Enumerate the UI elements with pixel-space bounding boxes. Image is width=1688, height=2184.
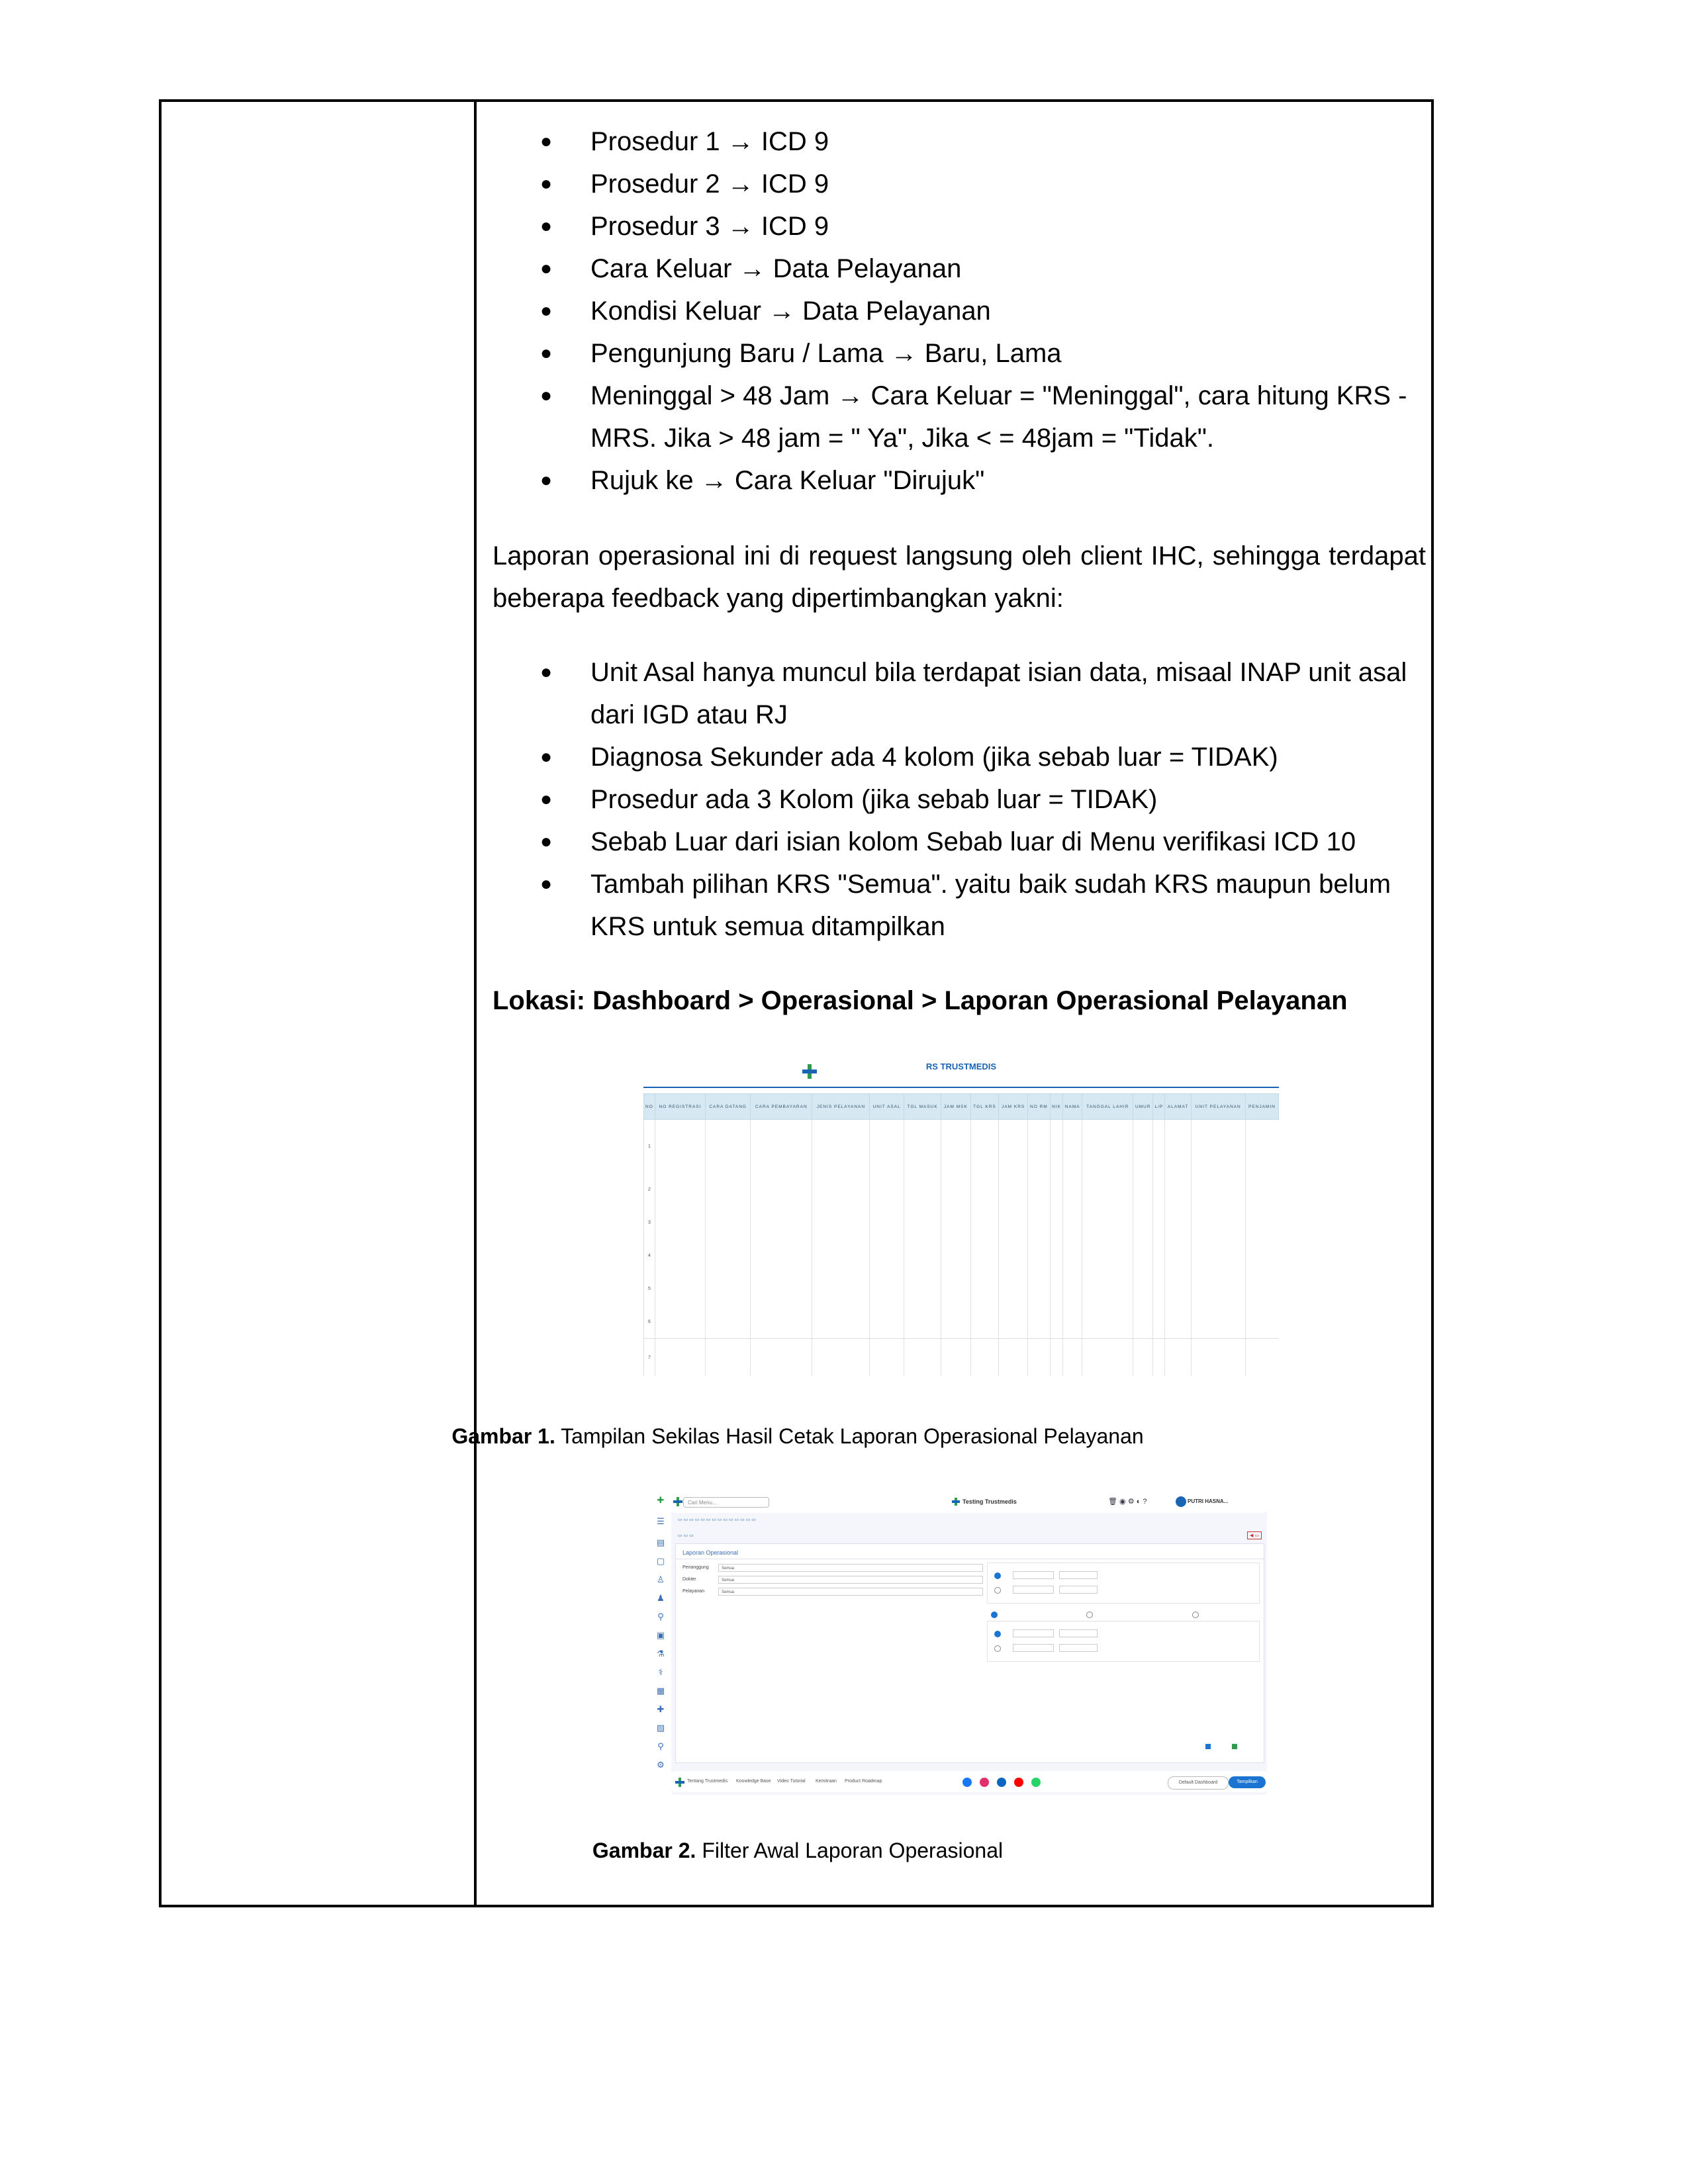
table-cell	[870, 1272, 904, 1305]
table-cell	[1050, 1239, 1062, 1272]
table-cell	[1133, 1120, 1153, 1173]
table-cell	[812, 1173, 870, 1206]
table-cell	[1191, 1206, 1245, 1239]
caption-1-label: Gambar 1.	[451, 1424, 555, 1448]
table-cell	[1027, 1272, 1050, 1305]
start-date-input[interactable]	[1013, 1571, 1054, 1579]
krs-date-radio[interactable]	[994, 1631, 1001, 1637]
table-cell	[1027, 1120, 1050, 1173]
menu-icon[interactable]: ☰	[657, 1516, 665, 1526]
table-cell	[1165, 1339, 1191, 1377]
top-navigation[interactable]: ▭ ▭ ▭ ▭ ▭ ▭ ▭ ▭ ▭ ▭ ▭ ▭ ▭ ▭	[678, 1518, 756, 1522]
report-header	[643, 1059, 1279, 1088]
table-cell	[1245, 1120, 1278, 1173]
location-path: Lokasi: Dashboard > Operasional > Laporan Operasional Pelayanan	[492, 986, 1348, 1015]
table-cell	[1082, 1120, 1133, 1173]
krs-month-radio[interactable]	[994, 1645, 1001, 1652]
table-cell	[1062, 1173, 1082, 1206]
table-cell	[1082, 1239, 1133, 1272]
table-cell	[999, 1239, 1028, 1272]
table-cell	[1153, 1206, 1165, 1239]
table-cell	[1062, 1272, 1082, 1305]
table-cell	[706, 1173, 751, 1206]
sidebar-icon[interactable]: ⚲	[657, 1612, 664, 1621]
end-date-input[interactable]	[1059, 1571, 1098, 1579]
app-sidebar	[651, 1490, 670, 1795]
table-cell	[999, 1173, 1028, 1206]
figure-1-caption	[331, 1423, 1264, 1449]
table-cell	[970, 1339, 999, 1377]
table-cell	[655, 1272, 705, 1305]
table-cell	[706, 1120, 751, 1173]
table-cell	[1027, 1239, 1050, 1272]
table-cell	[1153, 1272, 1165, 1305]
sidebar-icon[interactable]: ⚲	[657, 1741, 664, 1751]
table-cell	[1050, 1272, 1062, 1305]
table-cell	[1050, 1173, 1062, 1206]
month-radio[interactable]	[994, 1587, 1001, 1594]
table-cell	[999, 1206, 1028, 1239]
feedback-list-item: ● Tambah pilihan KRS "Semua". yaitu baik sudah KRS maupun belum KRS untuk semua ditampilkan	[492, 863, 1426, 948]
year-select[interactable]	[1059, 1586, 1098, 1594]
table-cell	[751, 1206, 812, 1239]
filter-label: Dokter	[682, 1577, 696, 1582]
table-cell	[904, 1339, 941, 1377]
table-cell	[1245, 1173, 1278, 1206]
app-name: Testing Trustmedis	[962, 1498, 1017, 1505]
table-cell	[941, 1120, 970, 1173]
table-cell	[904, 1173, 941, 1206]
table-cell	[904, 1305, 941, 1339]
help-icon[interactable]: ?	[1143, 1498, 1147, 1506]
brand-logo-icon	[673, 1496, 683, 1507]
caption-2-text: Filter Awal Laporan Operasional	[696, 1839, 1004, 1862]
menu-search-input[interactable]: Cari Menu...	[683, 1497, 769, 1508]
figure-filter-screen	[651, 1490, 1267, 1795]
back-button[interactable]: ◀ ▭	[1247, 1531, 1262, 1539]
table-cell	[999, 1305, 1028, 1339]
table-cell	[655, 1173, 705, 1206]
month-select[interactable]	[1013, 1586, 1054, 1594]
feedback-paragraph: Laporan operasional ini di request langsung oleh client IHC, sehingga terdapat beberapa feedback yang dipertimbangkan yakni:	[492, 541, 1426, 613]
report-column-header: CARA DATANG	[706, 1094, 751, 1120]
table-cell	[941, 1239, 970, 1272]
table-row	[644, 1173, 1279, 1206]
filter-label: Penanggung	[682, 1565, 709, 1570]
mapping-list-item: ● Prosedur 1 → ICD 9	[492, 120, 1426, 163]
table-cell	[1165, 1272, 1191, 1305]
table-cell	[1153, 1120, 1165, 1173]
notification-icon[interactable]: ◉	[1119, 1498, 1126, 1506]
table-cell	[751, 1339, 812, 1377]
app-topbar	[671, 1490, 1267, 1513]
youtube-icon[interactable]	[1014, 1778, 1023, 1787]
sidebar-icon[interactable]: ♙	[657, 1574, 665, 1584]
table-cell	[1062, 1239, 1082, 1272]
report-column-header: NO REGISTRASI	[655, 1094, 705, 1120]
table-cell	[1082, 1339, 1133, 1377]
show-report-button[interactable]: Tampilkan	[1229, 1776, 1266, 1788]
table-cell	[870, 1339, 904, 1377]
table-cell	[941, 1272, 970, 1305]
mapping-list-item: ● Kondisi Keluar → Data Pelayanan	[492, 290, 1426, 332]
table-cell	[999, 1272, 1028, 1305]
table-cell	[1165, 1239, 1191, 1272]
sidebar-icon[interactable]: ✚	[657, 1704, 665, 1714]
table-cell: 2	[644, 1173, 655, 1206]
report-column-header: PENJAMIN	[1245, 1094, 1278, 1120]
table-cell	[706, 1239, 751, 1272]
default-dashboard-button[interactable]: Default Dashboard	[1168, 1776, 1229, 1790]
sidebar-icon[interactable]: ▦	[656, 1686, 665, 1696]
pelayanan-select[interactable]: Semua	[718, 1588, 983, 1596]
table-cell	[904, 1239, 941, 1272]
export-options	[1205, 1743, 1258, 1751]
table-cell	[1191, 1339, 1245, 1377]
sidebar-icon[interactable]: ⚗	[657, 1649, 665, 1659]
table-cell	[812, 1272, 870, 1305]
whatsapp-icon[interactable]	[1031, 1778, 1041, 1787]
table-cell	[751, 1120, 812, 1173]
date-radio[interactable]	[994, 1572, 1001, 1579]
feedback-list-item: ● Prosedur ada 3 Kolom (jika sebab luar = TIDAK)	[492, 778, 1426, 821]
table-cell	[1062, 1120, 1082, 1173]
table-cell	[970, 1206, 999, 1239]
theme-icon[interactable]: ◐	[1136, 1498, 1141, 1506]
sidebar-icon[interactable]: ▢	[656, 1556, 665, 1566]
krs-end-date-input[interactable]	[1059, 1629, 1098, 1637]
app-main	[671, 1490, 1267, 1795]
table-cell	[1191, 1305, 1245, 1339]
table-cell	[1050, 1339, 1062, 1377]
table-cell	[870, 1206, 904, 1239]
report-column-header: NAMA	[1062, 1094, 1082, 1120]
table-cell	[1133, 1272, 1153, 1305]
table-cell	[1245, 1339, 1278, 1377]
table-cell	[870, 1173, 904, 1206]
report-table	[643, 1093, 1279, 1376]
table-cell	[812, 1339, 870, 1377]
table-cell	[706, 1206, 751, 1239]
table-cell	[1191, 1239, 1245, 1272]
sidebar-icon[interactable]: ⚕	[658, 1667, 663, 1677]
table-cell	[941, 1339, 970, 1377]
table-cell	[655, 1120, 705, 1173]
table-cell	[1050, 1305, 1062, 1339]
caption-2-label: Gambar 2.	[592, 1839, 696, 1862]
table-cell	[751, 1305, 812, 1339]
table-cell	[1191, 1173, 1245, 1206]
table-cell: 6	[644, 1305, 655, 1339]
table-cell	[655, 1239, 705, 1272]
table-cell	[1062, 1339, 1082, 1377]
table-cell	[655, 1339, 705, 1377]
mapping-list-item: ● Meninggal > 48 Jam → Cara Keluar = "Meninggal", cara hitung KRS - MRS. Jika > 48 jam = " Ya", Jika < = 48jam = "Tidak".	[492, 375, 1426, 459]
column-divider	[474, 102, 477, 1905]
table-cell	[1082, 1305, 1133, 1339]
report-column-header: UNIT PELAYANAN	[1191, 1094, 1245, 1120]
footer-link[interactable]: Kemitraan	[816, 1779, 837, 1784]
footer-link[interactable]: Knowledge Base	[736, 1779, 771, 1784]
filter-label: Pelayanan	[682, 1589, 705, 1594]
table-cell	[970, 1272, 999, 1305]
sidebar-icon[interactable]: ▣	[656, 1630, 665, 1640]
feedback-list-item: ● Unit Asal hanya muncul bila terdapat isian data, misaal INAP unit asal dari IGD atau RJ	[492, 651, 1426, 736]
table-cell	[1082, 1173, 1133, 1206]
table-cell	[1062, 1206, 1082, 1239]
report-column-header: TGL KRS	[970, 1094, 999, 1120]
mapping-list-item: ● Prosedur 3 → ICD 9	[492, 205, 1426, 248]
caption-1-text: Tampilan Sekilas Hasil Cetak Laporan Operasional Pelayanan	[555, 1424, 1144, 1448]
report-column-header: NIK	[1050, 1094, 1062, 1120]
report-column-header: UMUR	[1133, 1094, 1153, 1120]
table-cell	[812, 1120, 870, 1173]
table-cell	[1153, 1339, 1165, 1377]
krs-date-box	[987, 1621, 1260, 1662]
table-cell	[904, 1120, 941, 1173]
table-cell	[1165, 1305, 1191, 1339]
instagram-icon[interactable]	[980, 1778, 989, 1787]
table-row	[644, 1305, 1279, 1339]
report-hospital-name: RS TRUSTMEDIS	[925, 1062, 997, 1071]
dokter-select[interactable]: Semua	[718, 1576, 983, 1584]
table-cell	[1165, 1206, 1191, 1239]
table-cell	[751, 1272, 812, 1305]
krs-start-date-input[interactable]	[1013, 1629, 1054, 1637]
table-cell	[1062, 1305, 1082, 1339]
table-cell: 3	[644, 1206, 655, 1239]
table-cell	[1133, 1305, 1153, 1339]
table-cell	[751, 1173, 812, 1206]
table-cell	[1245, 1206, 1278, 1239]
table-cell	[870, 1305, 904, 1339]
table-cell	[904, 1206, 941, 1239]
mapping-list-item: ● Cara Keluar → Data Pelayanan	[492, 248, 1426, 290]
table-cell	[970, 1173, 999, 1206]
report-column-header: JAM MSK	[941, 1094, 970, 1120]
footer-link[interactable]: Product Roadmap	[845, 1779, 882, 1784]
report-column-header: JAM KRS	[999, 1094, 1028, 1120]
table-row	[644, 1120, 1279, 1173]
mapping-list-item: ● Pengunjung Baru / Lama → Baru, Lama	[492, 332, 1426, 375]
table-cell	[970, 1120, 999, 1173]
table-cell	[999, 1120, 1028, 1173]
table-cell	[1165, 1173, 1191, 1206]
table-cell	[1082, 1272, 1133, 1305]
facebook-icon[interactable]	[962, 1778, 972, 1787]
report-column-header: CARA PEMBAYARAN	[751, 1094, 812, 1120]
table-cell	[1050, 1206, 1062, 1239]
table-cell	[941, 1206, 970, 1239]
krs-radio[interactable]	[1086, 1612, 1093, 1618]
breadcrumb[interactable]: ▭ ▭ ▭	[678, 1533, 694, 1538]
report-column-header: ALAMAT	[1165, 1094, 1191, 1120]
table-cell	[1027, 1173, 1050, 1206]
table-cell	[1050, 1120, 1062, 1173]
table-cell: 4	[644, 1239, 655, 1272]
toolbar-icons	[1108, 1497, 1147, 1506]
mapping-list-item: ● Rujuk ke → Cara Keluar "Dirujuk"	[492, 459, 1426, 502]
figure-2-caption	[331, 1837, 1264, 1864]
table-cell	[812, 1206, 870, 1239]
table-cell	[1027, 1339, 1050, 1377]
table-cell	[970, 1239, 999, 1272]
table-row	[644, 1339, 1279, 1377]
table-row	[644, 1239, 1279, 1272]
table-cell	[1027, 1305, 1050, 1339]
settings-icon[interactable]: ⚙	[1127, 1498, 1135, 1506]
table-cell	[941, 1173, 970, 1206]
table-cell	[904, 1272, 941, 1305]
table-cell: 7	[644, 1339, 655, 1377]
krs-radio[interactable]	[1192, 1612, 1199, 1618]
table-cell	[870, 1239, 904, 1272]
table-cell	[655, 1206, 705, 1239]
table-cell	[1133, 1206, 1153, 1239]
report-column-header: TGL MASUK	[904, 1094, 941, 1120]
table-cell	[870, 1120, 904, 1173]
table-cell	[1027, 1206, 1050, 1239]
table-cell	[1245, 1239, 1278, 1272]
report-column-header: L/P	[1153, 1094, 1165, 1120]
table-cell	[706, 1272, 751, 1305]
table-cell	[1133, 1173, 1153, 1206]
sidebar-icon[interactable]: ⚙	[657, 1760, 665, 1770]
table-cell	[970, 1305, 999, 1339]
table-cell	[1153, 1305, 1165, 1339]
trash-icon[interactable]: 🗑	[1108, 1498, 1117, 1506]
table-cell	[706, 1305, 751, 1339]
feedback-list-item: ● Sebab Luar dari isian kolom Sebab luar di Menu verifikasi ICD 10	[492, 821, 1426, 863]
table-cell	[1191, 1272, 1245, 1305]
sidebar-icon[interactable]: ▤	[656, 1537, 665, 1547]
table-cell	[1133, 1239, 1153, 1272]
avatar[interactable]	[1176, 1496, 1186, 1507]
table-cell	[1245, 1272, 1278, 1305]
table-row	[644, 1272, 1279, 1305]
figure-report-preview	[643, 1059, 1279, 1377]
penanggung-select[interactable]: Semua	[718, 1564, 983, 1572]
date-range-box	[987, 1563, 1260, 1604]
filter-panel	[675, 1543, 1264, 1763]
content-cell	[492, 120, 1426, 1022]
footer-link[interactable]: Tentang Trustmedis	[687, 1779, 728, 1784]
linkedin-icon[interactable]	[997, 1778, 1006, 1787]
table-cell	[999, 1339, 1028, 1377]
table-cell	[655, 1305, 705, 1339]
mapping-list	[492, 120, 1426, 502]
excel-checkbox[interactable]	[1232, 1744, 1237, 1749]
table-cell	[1245, 1305, 1278, 1339]
report-column-header: UNIT ASAL	[870, 1094, 904, 1120]
print-checkbox[interactable]	[1205, 1744, 1211, 1749]
krs-year-select[interactable]	[1059, 1644, 1098, 1652]
footer-link[interactable]: Video Tutorial	[777, 1779, 806, 1784]
table-cell	[941, 1305, 970, 1339]
report-header-rule	[643, 1087, 1279, 1088]
table-cell	[1082, 1206, 1133, 1239]
table-cell	[1165, 1120, 1191, 1173]
table-cell: 5	[644, 1272, 655, 1305]
app-logo-icon: ✚	[657, 1495, 665, 1505]
krs-radio-all[interactable]	[991, 1612, 998, 1618]
table-cell	[1153, 1173, 1165, 1206]
sidebar-icon[interactable]: ▧	[656, 1723, 665, 1733]
app-logo-icon	[952, 1498, 960, 1506]
table-cell	[812, 1305, 870, 1339]
table-cell	[1153, 1239, 1165, 1272]
table-cell	[706, 1339, 751, 1377]
krs-month-select[interactable]	[1013, 1644, 1054, 1652]
sidebar-icon[interactable]: ♟	[657, 1593, 665, 1603]
footer-logo-icon	[675, 1778, 684, 1787]
app-footer	[671, 1771, 1267, 1792]
report-column-header: NO RM	[1027, 1094, 1050, 1120]
feedback-list	[492, 651, 1426, 948]
table-cell	[1133, 1339, 1153, 1377]
mapping-list-item: ● Prosedur 2 → ICD 9	[492, 163, 1426, 205]
user-name[interactable]: PUTRI HASNA...	[1188, 1498, 1229, 1504]
table-cell	[812, 1239, 870, 1272]
table-row	[644, 1206, 1279, 1239]
table-cell	[751, 1239, 812, 1272]
report-column-header: TANGGAL LAHIR	[1082, 1094, 1133, 1120]
report-column-header: JENIS PELAYANAN	[812, 1094, 870, 1120]
table-cell	[1191, 1120, 1245, 1173]
feedback-list-item: ● Diagnosa Sekunder ada 4 kolom (jika sebab luar = TIDAK)	[492, 736, 1426, 778]
panel-title: Laporan Operasional	[682, 1549, 739, 1556]
table-cell: 1	[644, 1120, 655, 1173]
report-column-header: NO	[644, 1094, 655, 1120]
